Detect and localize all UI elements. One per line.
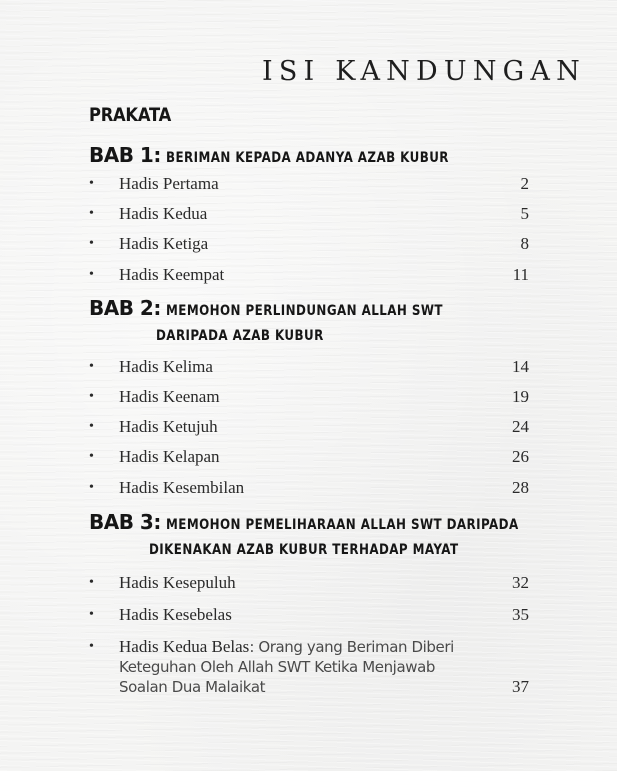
entry-line-1 — [119, 637, 489, 657]
chapter-1-heading — [89, 143, 499, 167]
entry-label: Hadis Ketujuh — [119, 417, 218, 436]
bullet-icon: • — [89, 480, 94, 495]
entry-description-1: Orang yang Beriman Diberi — [253, 638, 454, 656]
entry-page-number: 14 — [512, 357, 529, 376]
entry-page-number: 35 — [512, 605, 529, 624]
entry-title: Hadis Kedua Belas — [119, 637, 250, 656]
bullet-icon: • — [89, 267, 94, 282]
entry-description-2: Keteguhan Oleh Allah SWT Ketika Menjawab — [119, 658, 436, 676]
entry-page-number: 8 — [520, 234, 529, 253]
entry-label: Hadis Kelima — [119, 357, 213, 376]
chapter-3-heading — [89, 510, 581, 534]
entry-page-number: 5 — [520, 204, 529, 223]
entry-label: Hadis Kesepuluh — [119, 573, 236, 592]
bullet-icon: • — [89, 419, 94, 434]
entry-label: Hadis Keempat — [119, 265, 225, 284]
entry-label: Hadis Kesembilan — [119, 478, 245, 497]
entry-page-number: 32 — [512, 573, 529, 592]
chapter-2-title-line2: DARIPADA AZAB KUBUR — [156, 328, 324, 344]
bullet-icon: • — [89, 639, 94, 654]
bullet-icon: • — [89, 236, 94, 251]
chapter-1-number: BAB 1: — [89, 143, 161, 167]
bullet-icon: • — [89, 389, 94, 404]
chapter-2-title-line1: MEMOHON PERLINDUNGAN ALLAH SWT — [166, 303, 444, 319]
bullet-icon: • — [89, 206, 94, 221]
bullet-icon: • — [89, 449, 94, 464]
entry-page-number: 2 — [520, 174, 529, 193]
entry-page-number: 19 — [512, 387, 529, 406]
chapter-1-title: BERIMAN KEPADA ADANYA AZAB KUBUR — [166, 150, 450, 166]
bullet-icon: • — [89, 176, 94, 191]
entry-label: Hadis Pertama — [119, 174, 219, 193]
bullet-icon: • — [89, 575, 94, 590]
entry-label: Hadis Ketiga — [119, 234, 209, 253]
entry-label: Hadis Kelapan — [119, 447, 220, 466]
entry-page-number: 26 — [512, 447, 529, 466]
chapter-3-number: BAB 3: — [89, 510, 161, 534]
entry-description-3: Soalan Dua Malaikat — [119, 678, 266, 696]
entry-page-number: 37 — [512, 677, 529, 696]
entry-label-multiline — [119, 637, 489, 697]
entry-label: Hadis Keenam — [119, 387, 220, 406]
bullet-icon: • — [89, 359, 94, 374]
entry-separator: : — [249, 638, 254, 656]
entry-page-number: 28 — [512, 478, 529, 497]
chapter-3-title-line2: DIKENAKAN AZAB KUBUR TERHADAP MAYAT — [149, 542, 459, 558]
chapter-2-heading — [89, 296, 492, 320]
chapter-2-number: BAB 2: — [89, 296, 161, 320]
bullet-icon: • — [89, 607, 94, 622]
entry-label: Hadis Kesebelas — [119, 605, 232, 624]
entry-page-number: 11 — [512, 265, 529, 284]
chapter-3-title-line1: MEMOHON PEMELIHARAAN ALLAH SWT DARIPADA — [166, 517, 520, 533]
prakata-heading: PRAKATA — [89, 104, 171, 126]
entry-page-number: 24 — [512, 417, 529, 436]
page-title: ISI KANDUNGAN — [262, 56, 586, 87]
entry-label: Hadis Kedua — [119, 204, 208, 223]
